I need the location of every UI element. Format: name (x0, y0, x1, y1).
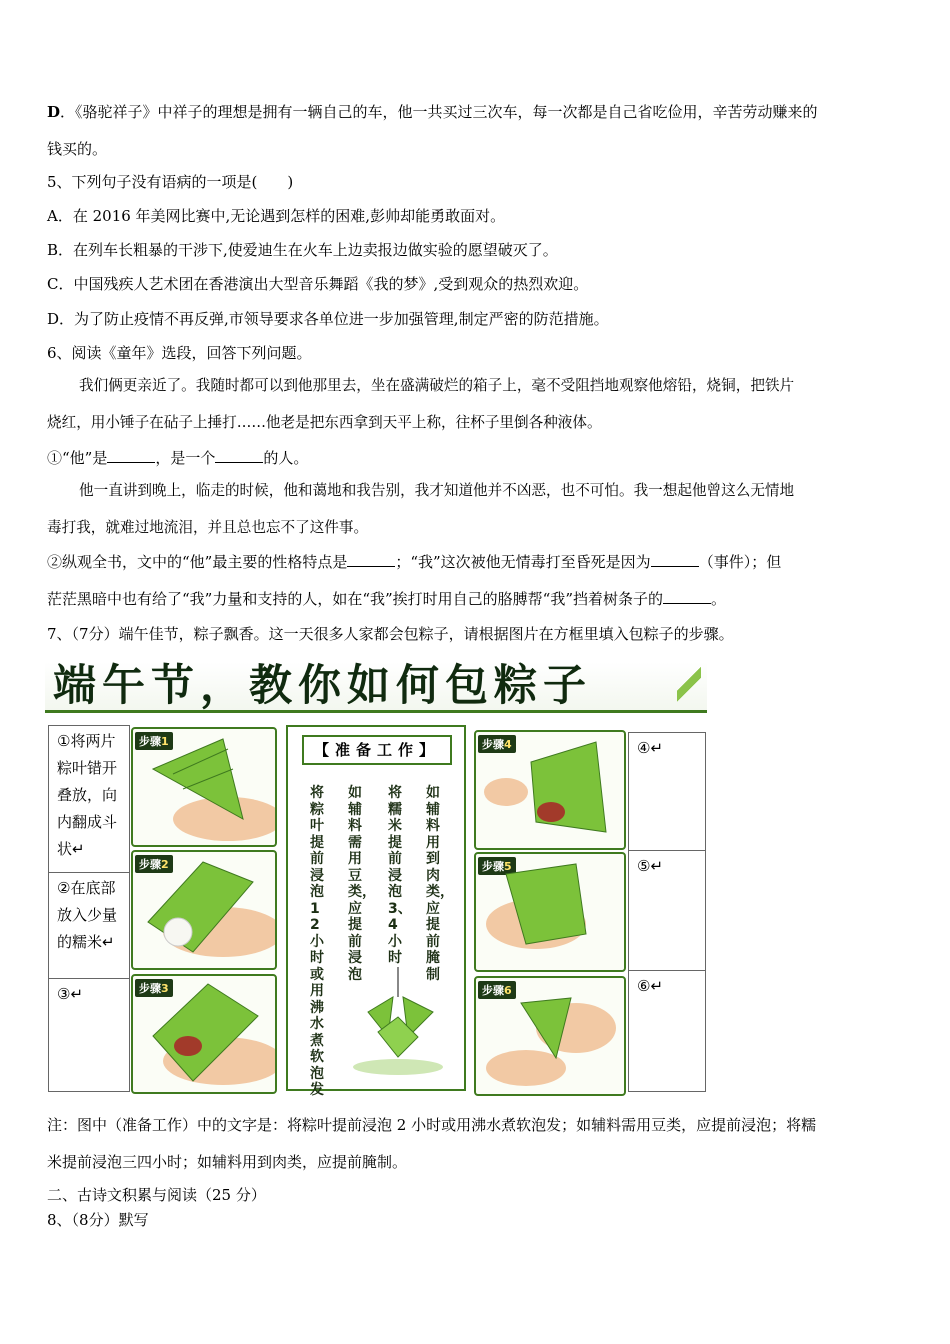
right-answer-table (628, 732, 706, 1092)
q6-passage2-line2: 毒打我，就难过地流泪，并且总也忘不了这件事。 (47, 519, 369, 536)
zongzi-illustration (476, 978, 624, 1094)
step-number: 5 (504, 860, 512, 873)
step-word: 步骤 (139, 858, 161, 871)
step-panel-1 (131, 727, 277, 847)
grass-decoration (677, 662, 701, 710)
q4-option-d-text: ．《骆驼祥子》中祥子的理想是拥有一辆自己的车，他一共买过三次车，每一次都是自己省吃俭用，辛苦劳动赚来的 (60, 103, 818, 121)
zongzi-illustration (133, 852, 275, 968)
figure-banner (45, 662, 707, 713)
step-number: 1 (161, 735, 169, 748)
answer-cell-5[interactable]: ⑤↵ (629, 851, 705, 971)
step-word: 步骤 (139, 982, 161, 995)
answer-cell-4[interactable]: ④↵ (629, 733, 705, 851)
zongzi-illustration (133, 976, 275, 1092)
step-panel-6 (474, 976, 626, 1096)
banner-title: 端午节，教你如何包粽子 (53, 661, 592, 711)
q6-q1-part-c: 的人。 (263, 449, 309, 467)
answer-cell-6[interactable]: ⑥↵ (637, 977, 664, 995)
step-panel-5 (474, 852, 626, 972)
answer-blank[interactable] (651, 552, 699, 567)
q5-option-a: A．在 2016 年美网比赛中,无论遇到怎样的困难,彭帅却能勇敢面对。 (47, 207, 506, 225)
step-word: 步骤 (482, 860, 504, 873)
step-number: 3 (161, 982, 169, 995)
step-number: 2 (161, 858, 169, 871)
prep-column-1: 将粽叶提前浸泡12小时或用沸水煮软泡发 (310, 785, 324, 1098)
prep-column-2: 如辅料需用豆类，应提前浸泡 (348, 785, 376, 983)
q7-note-line1: 注：图中（准备工作）中的文字是：将粽叶提前浸泡 2 小时或用沸水煮软泡发；如辅料需用豆类，应提前浸泡；将糯 (47, 1116, 817, 1134)
step-panel-2 (131, 850, 277, 970)
step-number: 4 (504, 738, 512, 751)
q6-question1 (47, 448, 906, 468)
q6-q2-part-a: ②纵观全书，文中的“他”最主要的性格特点是 (47, 553, 348, 571)
section-2-heading: 二、古诗文积累与阅读（25 分） (47, 1186, 266, 1204)
q6-q2-part-c: （事件）；但 (698, 553, 782, 571)
answer-cell-3[interactable]: ③↵ (57, 985, 84, 1003)
q4-option-d-cont: 钱买的。 (47, 140, 108, 158)
answer-blank[interactable] (215, 448, 263, 463)
answer-blank[interactable] (663, 589, 711, 604)
q6-q2-part-b: ；“我”这次被他无情毒打至昏死是因为 (395, 553, 651, 571)
q4-option-d: D．《骆驼祥子》中祥子的理想是拥有一辆自己的车，他一共买过三次车，每一次都是自己省吃俭用，辛苦劳动赚来的 (47, 103, 818, 121)
preparation-panel (286, 725, 466, 1098)
left-answer-table (48, 725, 130, 1092)
step-panel-4 (474, 730, 626, 850)
q6-question2-line2 (47, 589, 906, 609)
q6-q2-part-d: 茫茫黑暗中也有给了“我”力量和支持的人，如在“我”挨打时用自己的胳膊帮“我”挡着树条子的 (47, 590, 664, 608)
q8-stem: 8、（8分）默写 (47, 1211, 149, 1229)
q7-stem: 7、（7分）端午佳节，粽子飘香。这一天很多人家都会包粽子，请根据图片在方框里填入包粽子的步骤。 (47, 625, 734, 643)
step-word: 步骤 (482, 984, 504, 997)
q5-option-c: C．中国残疾人艺术团在香港演出大型音乐舞蹈《我的梦》,受到观众的热烈欢迎。 (47, 275, 589, 293)
answer-blank[interactable] (347, 552, 395, 567)
q6-q1-part-a: ①“他”是 (47, 449, 108, 467)
step-word: 步骤 (139, 735, 161, 748)
q5-option-b: B．在列车长粗暴的干涉下,使爱迪生在火车上边卖报边做实验的愿望破灭了。 (47, 241, 558, 259)
prep-column-3: 将糯米提前浸泡3、4小时 (388, 785, 412, 966)
q5-option-d: D．为了防止疫情不再反弹,市领导要求各单位进一步加强管理,制定严密的防范措施。 (47, 310, 609, 328)
answer-cell-1[interactable]: ①将两片粽叶错开叠放，向内翻成斗状↵ (49, 726, 129, 873)
zongzi-illustration (133, 729, 275, 845)
zongzi-illustration (476, 732, 624, 848)
step-word: 步骤 (482, 738, 504, 751)
q5-stem: 5、下列句子没有语病的一项是( ) (47, 173, 294, 191)
answer-blank[interactable] (107, 448, 155, 463)
step-panel-3 (131, 974, 277, 1094)
zongzi-illustration (476, 854, 624, 970)
q7-note-line2: 米提前浸泡三四小时；如辅料用到肉类，应提前腌制。 (47, 1153, 408, 1171)
prep-column-4: 如辅料用到肉类，应提前腌制 (426, 785, 454, 983)
zongzi-bundle-illustration (348, 967, 448, 1077)
q6-stem: 6、阅读《童年》选段，回答下列问题。 (47, 344, 312, 362)
q6-q1-part-b: ，是一个 (155, 449, 216, 467)
q6-passage1-line2: 烧红，用小锤子在砧子上捶打……他老是把东西拿到天平上称，往杯子里倒各种液体。 (47, 414, 602, 431)
q6-passage2-line1: 他一直讲到晚上，临走的时候，他和蔼地和我告别，我才知道他并不凶恶，也不可怕。我一想起他曾这么无情地 (79, 482, 795, 499)
preparation-title: 【准备工作】 (302, 735, 452, 765)
q6-question2-line1 (47, 552, 906, 572)
step-number: 6 (504, 984, 512, 997)
q6-passage1-line1: 我们俩更亲近了。我随时都可以到他那里去，坐在盛满破烂的箱子上，毫不受阻挡地观察他熔铅，烧铜，把铁片 (79, 377, 795, 394)
answer-cell-2[interactable]: ②在底部放入少量的糯米↵ (49, 873, 129, 979)
q6-q2-part-e: 。 (711, 590, 727, 608)
